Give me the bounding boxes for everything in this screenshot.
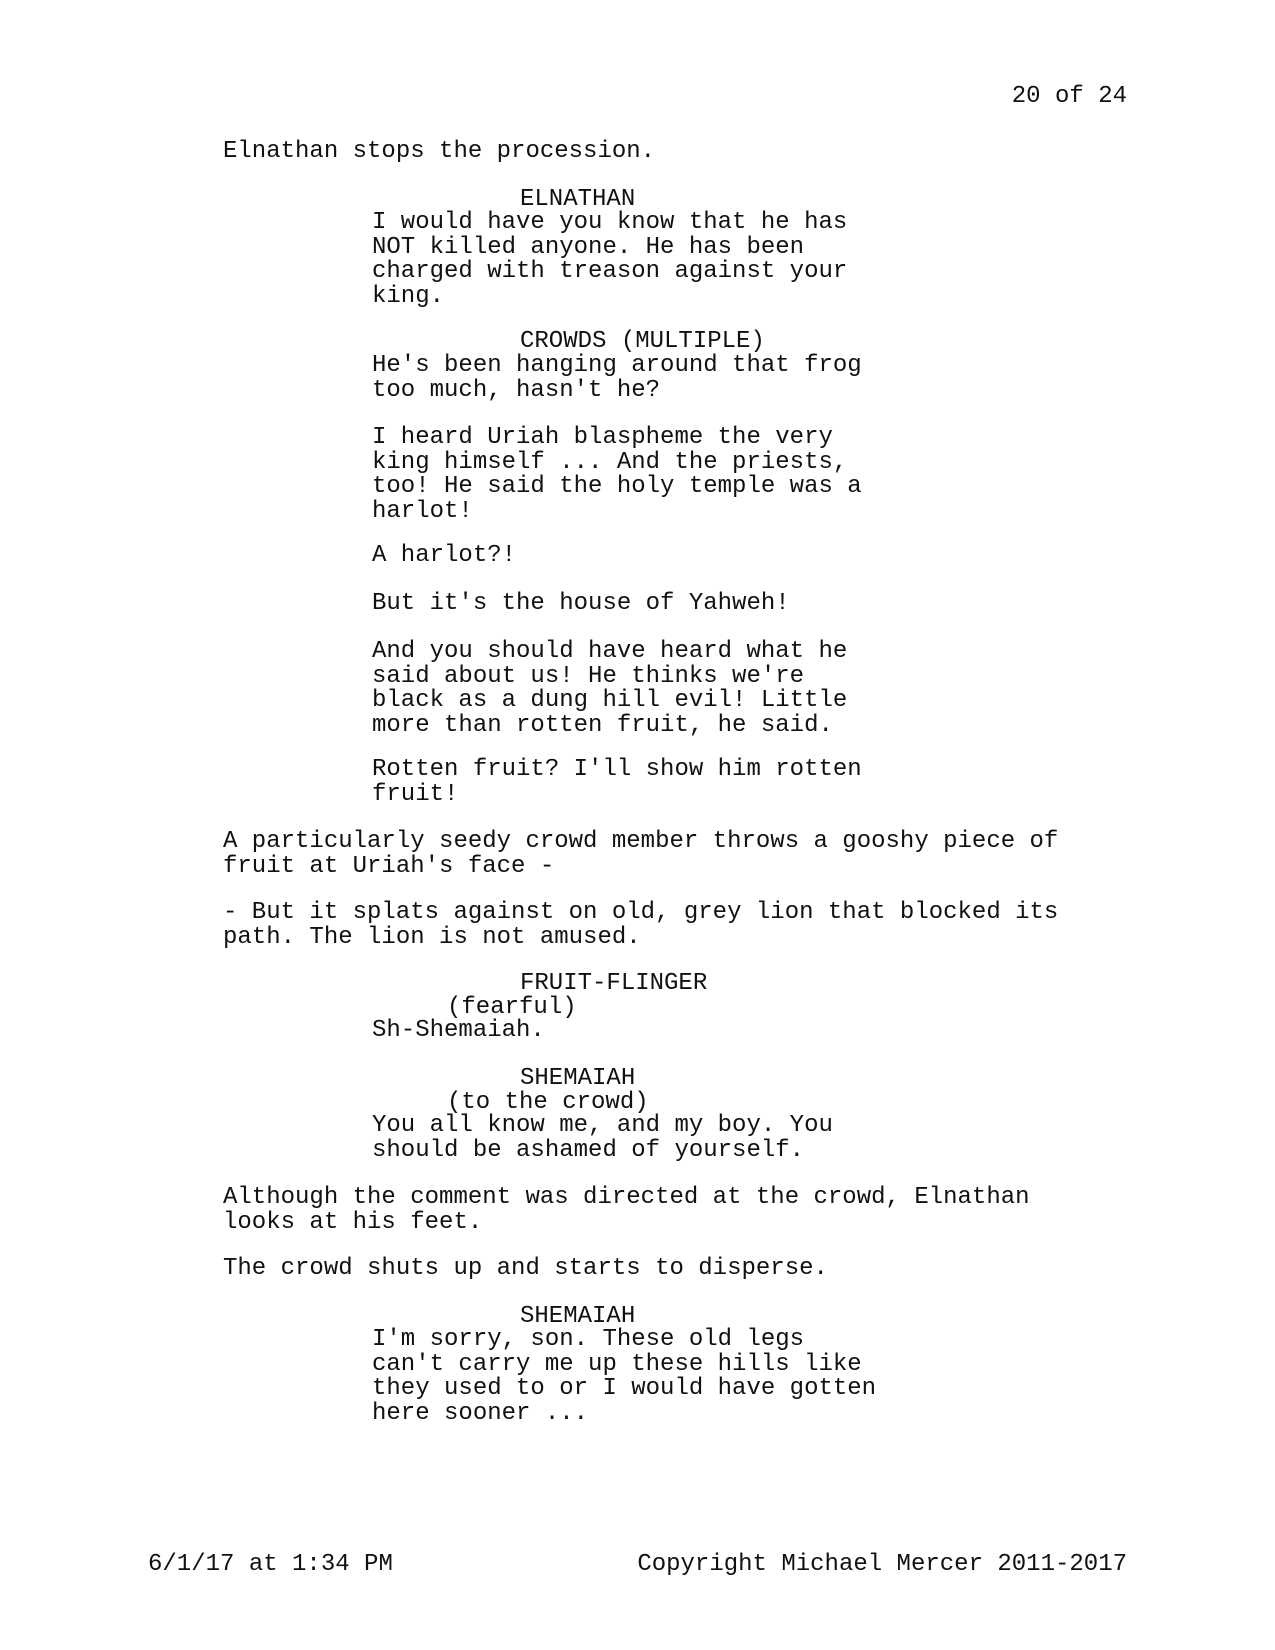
dialogue [372, 426, 892, 524]
dialogue-line: harlot! [372, 497, 473, 525]
character-name: ELNATHAN [520, 186, 636, 213]
dialogue-line: black as a dung hill evil! Little [372, 687, 848, 714]
dialogue-line: too! He said the holy temple was a [372, 473, 862, 500]
dialogue [372, 1114, 892, 1163]
action-text: Elnathan stops the procession. [223, 138, 656, 165]
action-text: fruit at Uriah's face - [223, 852, 555, 880]
dialogue-line: Rotten fruit? I'll show him rotten [372, 756, 862, 783]
dialogue-line: more than rotten fruit, he said. [372, 711, 833, 739]
dialogue-line: fruit! [372, 780, 459, 808]
dialogue-line: Sh-Shemaiah. [372, 1017, 545, 1044]
character-name: CROWDS (MULTIPLE) [520, 328, 765, 355]
dialogue [372, 1328, 892, 1426]
dialogue [372, 640, 892, 738]
dialogue [372, 544, 892, 569]
dialogue [372, 354, 892, 403]
character-name: SHEMAIAH [520, 1065, 636, 1092]
character-name: SHEMAIAH [520, 1303, 636, 1330]
dialogue-line: charged with treason against your [372, 258, 848, 285]
dialogue [372, 1019, 892, 1044]
action-text: path. The lion is not amused. [223, 923, 641, 951]
dialogue-line: You all know me, and my boy. You [372, 1112, 833, 1139]
dialogue-line: king. [372, 282, 445, 310]
dialogue [372, 211, 892, 309]
dialogue-line: can't carry me up these hills like [372, 1350, 862, 1378]
dialogue-line: they used to or I would have gotten [372, 1375, 877, 1402]
page-number: 20 of 24 [1011, 83, 1127, 110]
parenthetical: (fearful) [447, 994, 577, 1021]
dialogue-line: NOT killed anyone. He has been [372, 233, 805, 261]
action-line [223, 830, 1103, 879]
dialogue-line: too much, hasn't he? [372, 376, 661, 404]
footer-copyright: Copyright Michael Mercer 2011-2017 [637, 1551, 1127, 1578]
action-line [223, 1186, 1103, 1235]
dialogue-line: He's been hanging around that frog [372, 352, 862, 379]
action-text: Although the comment was directed at the crowd, Elnathan [223, 1184, 1030, 1211]
parenthetical: (to the crowd) [447, 1089, 649, 1116]
dialogue-line: I heard Uriah blaspheme the very [372, 424, 833, 451]
dialogue-line: A harlot?! [372, 542, 517, 569]
action-text: looks at his feet. [223, 1208, 483, 1236]
dialogue [372, 592, 892, 617]
action-text: The crowd shuts up and starts to disperse. [223, 1255, 828, 1282]
dialogue-line: should be ashamed of yourself. [372, 1136, 805, 1164]
dialogue-line: I would have you know that he has [372, 209, 848, 236]
action-line [223, 140, 1103, 165]
character-name: FRUIT-FLINGER [520, 970, 708, 997]
action-line [223, 901, 1103, 950]
dialogue-line: I'm sorry, son. These old legs [372, 1326, 805, 1353]
dialogue [372, 758, 892, 807]
dialogue-line: said about us! He thinks we're [372, 662, 805, 690]
footer-date: 6/1/17 at 1:34 PM [148, 1551, 393, 1578]
dialogue-line: And you should have heard what he [372, 638, 848, 665]
dialogue-line: king himself ... And the priests, [372, 448, 848, 476]
dialogue-line: But it's the house of Yahweh! [372, 590, 790, 617]
dialogue-line: here sooner ... [372, 1399, 589, 1427]
action-line [223, 1257, 1103, 1282]
action-text: A particularly seedy crowd member throws a gooshy piece of [223, 828, 1059, 855]
action-text: - But it splats against on old, grey lion that blocked its [223, 899, 1059, 926]
